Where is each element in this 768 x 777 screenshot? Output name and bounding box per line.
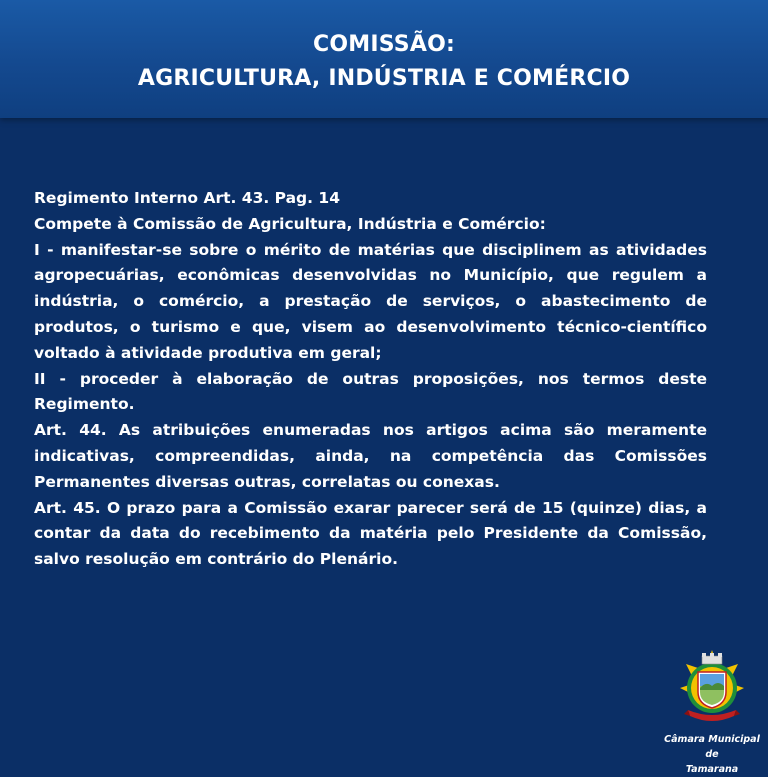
header-banner <box>0 0 768 118</box>
text-paragraph: I - manifestar-se sobre o mérito de matérias que disciplinem as atividades agropecuárias, econômicas desenvolvidas no Município, que regulem a indústria, o comércio, a prestação de serviços, o abastecimento de produtos, o turismo e que, visem ao desenvolvimento técnico-científico voltado à atividade produtiva em geral; <box>34 240 707 362</box>
text-paragraph: Regimento Interno Art. 43. Pag. 14 <box>34 189 340 207</box>
logo-caption-line1: Câmara Municipal de <box>664 734 760 760</box>
text-paragraph: Compete à Comissão de Agricultura, Indústria e Comércio: <box>34 214 546 233</box>
page-title-line2: AGRICULTURA, INDÚSTRIA E COMÉRCIO <box>137 66 631 91</box>
logo-caption <box>664 732 760 777</box>
regimento-text <box>34 186 707 573</box>
camara-logo <box>664 648 760 775</box>
logo-caption-line2: Tamarana <box>685 764 739 775</box>
text-paragraph: Art. 45. O prazo para a Comissão exarar parecer será de 15 (quinze) dias, a contar da data do recebimento da matéria pelo Presidente da Comissão, salvo resolução em contrário do Plenário. <box>34 498 707 569</box>
coat-of-arms-icon <box>676 648 748 728</box>
text-paragraph: Art. 44. As atribuições enumeradas nos artigos acima são meramente indicativas, compreendidas, ainda, na competência das Comissões Permanentes diversas outras, correlatas ou conexas. <box>34 421 707 491</box>
text-paragraph: II - proceder à elaboração de outras proposições, nos termos deste Regimento. <box>34 369 707 414</box>
page-title-line1: COMISSÃO: <box>313 32 455 57</box>
